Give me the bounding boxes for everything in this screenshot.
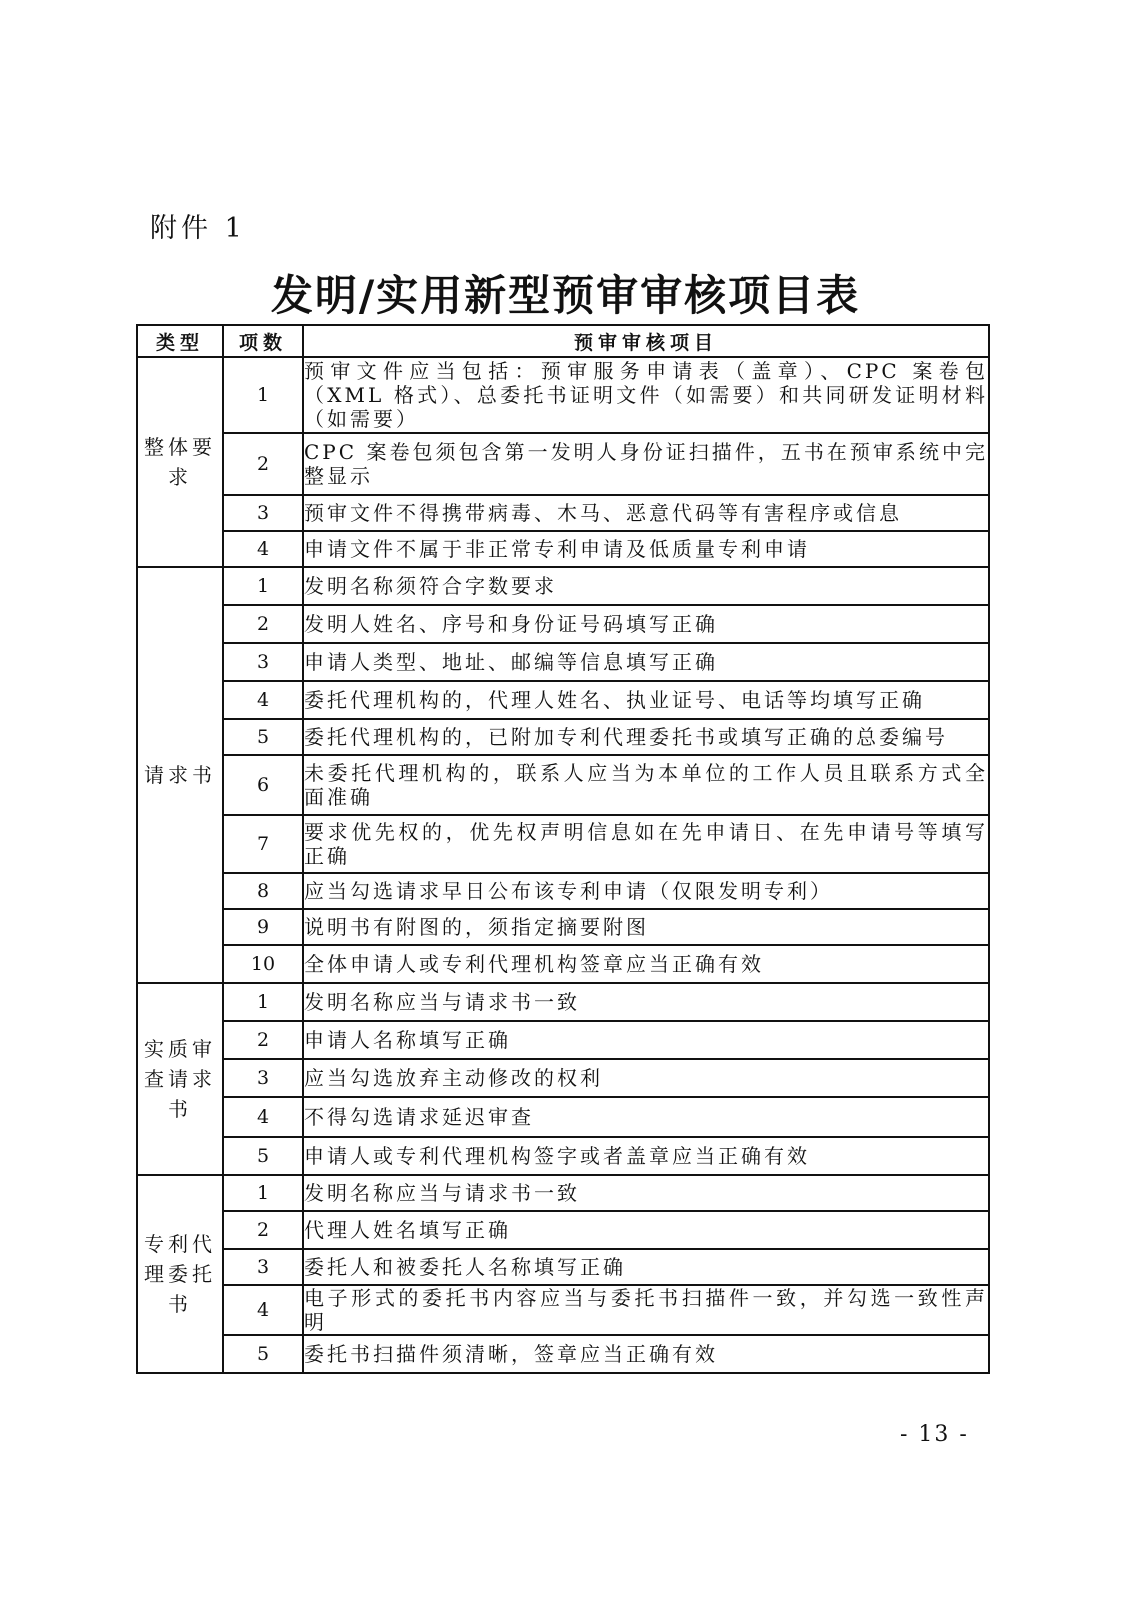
- item-text: 要求优先权的，优先权声明信息如在先申请日、在先申请号等填写正确: [303, 815, 989, 873]
- table-header-row: [137, 325, 989, 357]
- item-number: 2: [223, 433, 303, 495]
- table-row: [137, 605, 989, 643]
- item-text: 全体申请人或专利代理机构签章应当正确有效: [303, 945, 989, 983]
- item-text: 发明名称应当与请求书一致: [303, 983, 989, 1021]
- item-text: 不得勾选请求延迟审查: [303, 1097, 989, 1137]
- item-text: CPC 案卷包须包含第一发明人身份证扫描件，五书在预审系统中完整显示: [303, 433, 989, 495]
- item-text: 说明书有附图的，须指定摘要附图: [303, 909, 989, 945]
- header-type: 类型: [137, 325, 223, 357]
- item-text: 委托人和被委托人名称填写正确: [303, 1249, 989, 1285]
- header-count: 项数: [223, 325, 303, 357]
- table-row: [137, 945, 989, 983]
- item-number: 4: [223, 1285, 303, 1335]
- item-text: 申请人名称填写正确: [303, 1021, 989, 1059]
- item-number: 2: [223, 605, 303, 643]
- table-row: [137, 719, 989, 755]
- item-text: 委托代理机构的，代理人姓名、执业证号、电话等均填写正确: [303, 681, 989, 719]
- item-number: 5: [223, 719, 303, 755]
- table-row: [137, 433, 989, 495]
- item-text: 代理人姓名填写正确: [303, 1211, 989, 1249]
- item-number: 1: [223, 1175, 303, 1211]
- item-number: 2: [223, 1211, 303, 1249]
- page-title: 发明/实用新型预审审核项目表: [270, 271, 861, 320]
- item-number: 4: [223, 1097, 303, 1137]
- item-number: 4: [223, 531, 303, 567]
- item-number: 2: [223, 1021, 303, 1059]
- table-row: [137, 681, 989, 719]
- item-text: 委托书扫描件须清晰，签章应当正确有效: [303, 1335, 989, 1373]
- table-row: [137, 983, 989, 1021]
- item-text: 发明人姓名、序号和身份证号码填写正确: [303, 605, 989, 643]
- table-row: [137, 1249, 989, 1285]
- item-number: 3: [223, 1059, 303, 1097]
- table-row: [137, 1175, 989, 1211]
- item-text: 电子形式的委托书内容应当与委托书扫描件一致，并勾选一致性声明: [304, 1286, 988, 1334]
- table-row: [137, 873, 989, 909]
- category-cell: 整体要求: [137, 357, 223, 567]
- category-cell: 实质审查请求书: [137, 983, 223, 1175]
- category-cell: 专利代理委托书: [137, 1175, 223, 1373]
- item-text: 应当勾选放弃主动修改的权利: [303, 1059, 989, 1097]
- item-text: 申请文件不属于非正常专利申请及低质量专利申请: [303, 531, 989, 567]
- table-row: [137, 815, 989, 873]
- item-text: 未委托代理机构的，联系人应当为本单位的工作人员且联系方式全面准确: [303, 755, 989, 815]
- table-row: [137, 1335, 989, 1373]
- item-text: 委托代理机构的，已附加专利代理委托书或填写正确的总委编号: [303, 719, 989, 755]
- table-row: [137, 567, 989, 605]
- table-row: [137, 1211, 989, 1249]
- category-cell: 请求书: [137, 567, 223, 983]
- page-number: - 13 -: [900, 1422, 969, 1447]
- item-number: 6: [223, 755, 303, 815]
- item-number: 10: [223, 945, 303, 983]
- review-items-table: [136, 324, 990, 1374]
- item-number: 3: [223, 1249, 303, 1285]
- item-text: 应当勾选请求早日公布该专利申请（仅限发明专利）: [303, 873, 989, 909]
- item-number: 5: [223, 1335, 303, 1373]
- item-number: 1: [223, 983, 303, 1021]
- item-text: 申请人类型、地址、邮编等信息填写正确: [303, 643, 989, 681]
- table-row: [137, 1021, 989, 1059]
- item-number: 7: [223, 815, 303, 873]
- item-number: 3: [223, 495, 303, 531]
- item-number: 1: [223, 567, 303, 605]
- item-number: 8: [223, 873, 303, 909]
- table-row: [137, 643, 989, 681]
- item-number: 4: [223, 681, 303, 719]
- table-row: [137, 1137, 989, 1175]
- item-text: 预审文件不得携带病毒、木马、恶意代码等有害程序或信息: [303, 495, 989, 531]
- table-row: [137, 531, 989, 567]
- item-number: 9: [223, 909, 303, 945]
- header-item: 预审审核项目: [303, 325, 989, 357]
- item-number: 5: [223, 1137, 303, 1175]
- table-row: [137, 1059, 989, 1097]
- item-text: 发明名称应当与请求书一致: [303, 1175, 989, 1211]
- table-row: [137, 1285, 989, 1335]
- item-text: 申请人或专利代理机构签字或者盖章应当正确有效: [303, 1137, 989, 1175]
- table-row: [137, 755, 989, 815]
- table-row: [137, 909, 989, 945]
- table-row: [137, 1097, 989, 1137]
- item-number: 1: [223, 357, 303, 433]
- item-text: 发明名称须符合字数要求: [303, 567, 989, 605]
- item-text: 预审文件应当包括：预审服务申请表（盖章）、CPC 案卷包（XML 格式）、总委托书证明文件（如需要）和共同研发证明材料（如需要）: [304, 359, 988, 431]
- attachment-label: 附件 1: [150, 213, 246, 244]
- item-number: 3: [223, 643, 303, 681]
- table-row: [137, 495, 989, 531]
- table-row: [137, 357, 989, 433]
